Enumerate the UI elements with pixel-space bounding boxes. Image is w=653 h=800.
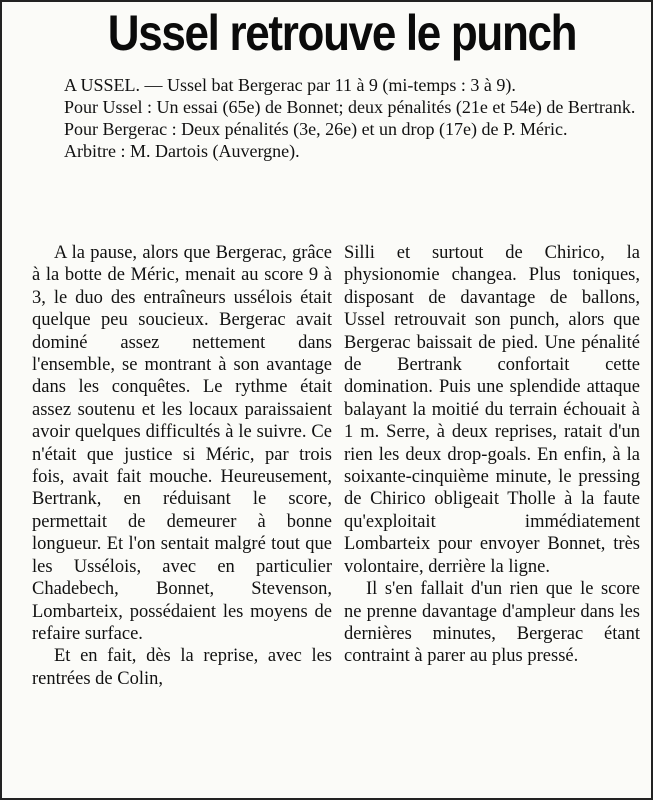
paragraph: Et en fait, dès la reprise, avec les rentrées de Colin, xyxy=(32,646,332,689)
paragraph: Silli et surtout de Chirico, la physionomie changea. Plus toniques, disposant de davantage de ballons, Ussel retrouvait son punch, alors que Bergerac baissait de pied. Une pénalité de Bertrank confortait cette domination. Puis une splendide attaque balayant la moitié du terrain échouait à 1 m. Serre, à deux reprises, ratait d'un rien les deux drop-goals. En enfin, à la soixante-cinquième minute, le pressing de Chirico obligeait Tholle à la faute qu'exploitait immédiatement Lombarteix pour envoyer Bonnet, très volontaire, derrière la ligne. xyxy=(344,243,640,577)
ussel-scorers: Pour Ussel : Un essai (65e) de Bonnet; deux pénalités (21e et 54e) de Bertrank. xyxy=(64,97,636,117)
bergerac-scorers: Pour Bergerac : Deux pénalités (3e, 26e) et un drop (17e) de P. Méric. xyxy=(64,119,568,139)
match-result: A USSEL. — Ussel bat Bergerac par 11 à 9 (mi-temps : 3 à 9). xyxy=(64,75,516,95)
paragraph: Il s'en fallait d'un rien que le score ne prenne davantage d'ampleur dans les dernières minutes, Bergerac étant contraint à parer au plus pressé. xyxy=(344,579,640,667)
headline: Ussel retrouve le punch xyxy=(107,5,577,61)
referee: Arbitre : M. Dartois (Auvergne). xyxy=(64,141,300,161)
article-column-right xyxy=(344,242,640,668)
match-summary xyxy=(42,74,640,162)
paragraph: A la pause, alors que Bergerac, grâce à la botte de Méric, menait au score 9 à 3, le duo des entraîneurs ussélois était quelque peu soucieux. Bergerac avait dominé assez nettement dans l'ensemble, se montrant à son avantage dans les conquêtes. Le rythme était assez soutenu et les locaux paraissaient avoir quelques difficultés à le suivre. Ce n'était que justice si Méric, par trois fois, avait fait mouche. Heureusement, Bertrank, en réduisant le score, permettait de demeurer à bonne longueur. Et l'on sentait malgré tout que les Ussélois, avec en particulier Chadebech, Bonnet, Stevenson, Lombarteix, possédaient les moyens de refaire surface. xyxy=(32,243,332,644)
article-column-left xyxy=(32,242,332,690)
